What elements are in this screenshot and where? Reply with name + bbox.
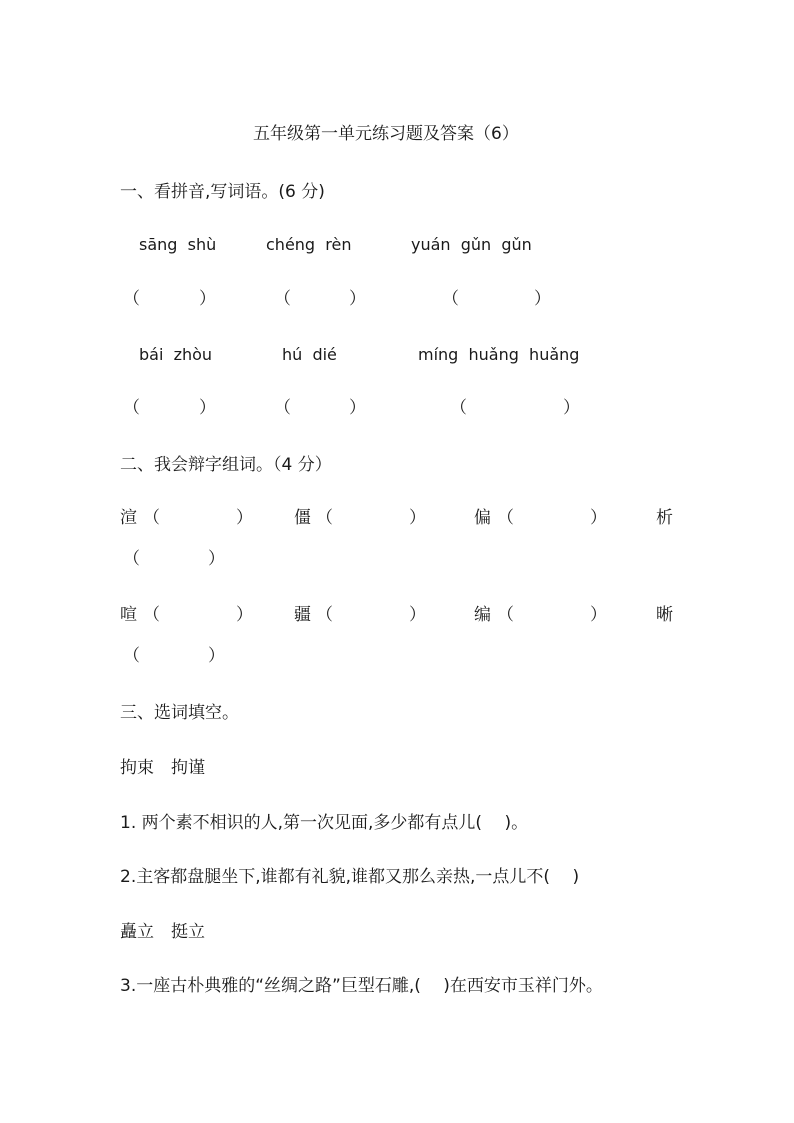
answer-blank-open: （ (497, 508, 514, 528)
answer-blank-close: ） (349, 398, 366, 418)
answer-blank-close: ） (590, 508, 607, 528)
answer-blank-close: ） (349, 289, 366, 309)
answer-blank-open: （ (143, 508, 160, 528)
answer-blank-open: （ (316, 605, 333, 625)
char-item: 偏 (474, 508, 491, 528)
answer-blank-open: （ (316, 508, 333, 528)
char-item: 晰 (656, 605, 673, 625)
pinyin-item: sāng shù (139, 235, 217, 254)
section2-heading: 二、我会辩字组词。（4 分） (120, 455, 332, 475)
answer-blank-close: ） (590, 605, 607, 625)
answer-blank-open: （ (123, 646, 140, 666)
char-item: 析 (656, 508, 673, 528)
answer-blank-close: ） (199, 289, 216, 309)
char-item: 喧 (120, 605, 137, 625)
answer-blank-open: （ (450, 398, 467, 418)
answer-blank-close: ） (409, 508, 426, 528)
answer-blank-open: （ (123, 398, 140, 418)
char-item: 编 (474, 605, 491, 625)
answer-blank-close: ） (236, 508, 253, 528)
pinyin-item: chéng rèn (266, 235, 352, 254)
question-3: 3.一座古朴典雅的“丝绸之路”巨型石雕,( )在西安市玉祥门外。 (120, 976, 603, 996)
answer-blank-close: ） (199, 398, 216, 418)
section1-heading: 一、看拼音,写词语。(6 分) (120, 182, 325, 202)
answer-blank-close: ） (208, 646, 225, 666)
pinyin-item: yuán gǔn gǔn (411, 235, 532, 254)
char-item: 渲 (120, 508, 137, 528)
word-choice-group-2: 矗立 挺立 (120, 922, 205, 942)
answer-blank-open: （ (123, 289, 140, 309)
answer-blank-close: ） (534, 289, 551, 309)
word-choice-group-1: 拘束 拘谨 (120, 758, 205, 778)
question-2: 2.主客都盘腿坐下,谁都有礼貌,谁都又那么亲热,一点儿不( ) (120, 867, 580, 887)
pinyin-item: hú dié (282, 345, 337, 364)
answer-blank-open: （ (123, 549, 140, 569)
char-item: 僵 (294, 508, 311, 528)
char-item: 疆 (294, 605, 311, 625)
section3-heading: 三、选词填空。 (120, 703, 239, 723)
pinyin-item: míng huǎng huǎng (418, 345, 580, 364)
answer-blank-close: ） (409, 605, 426, 625)
answer-blank-open: （ (497, 605, 514, 625)
pinyin-item: bái zhòu (139, 345, 213, 364)
answer-blank-open: （ (442, 289, 459, 309)
answer-blank-close: ） (563, 398, 580, 418)
answer-blank-close: ） (208, 549, 225, 569)
answer-blank-open: （ (143, 605, 160, 625)
answer-blank-close: ） (236, 605, 253, 625)
question-1: 1. 两个素不相识的人,第一次见面,多少都有点儿( )。 (120, 813, 529, 833)
answer-blank-open: （ (274, 398, 291, 418)
page-title: 五年级第一单元练习题及答案（6） (253, 124, 519, 144)
answer-blank-open: （ (274, 289, 291, 309)
